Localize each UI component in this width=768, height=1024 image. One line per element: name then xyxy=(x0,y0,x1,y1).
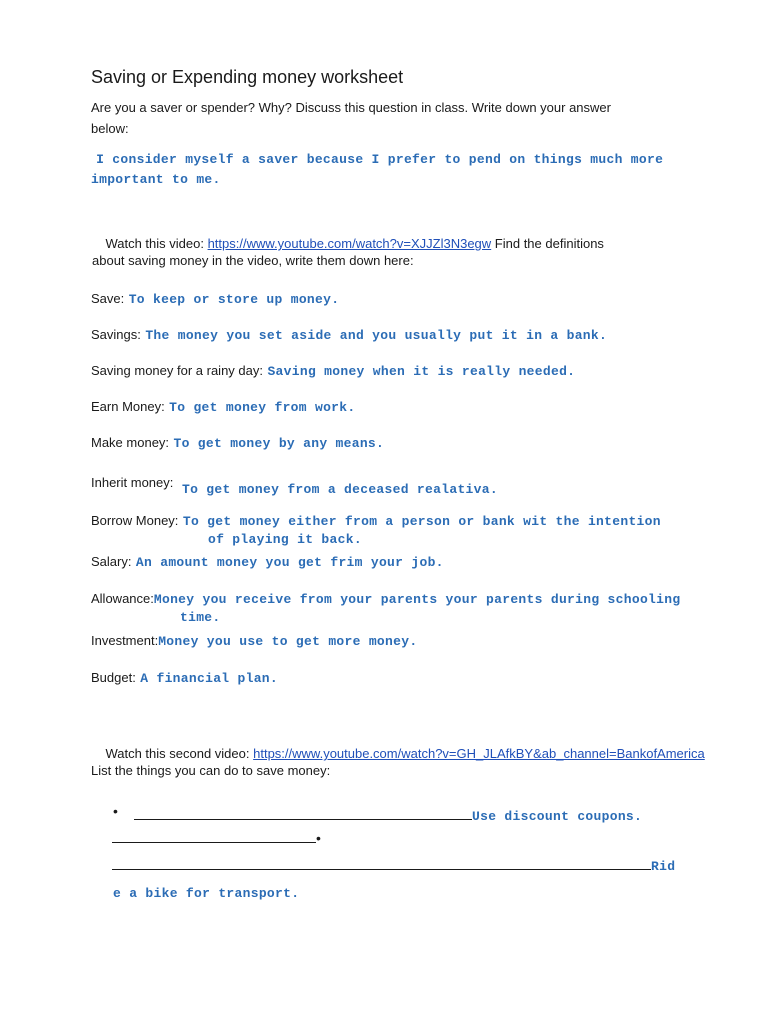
definition-investment xyxy=(91,632,417,650)
list-item-2-lead xyxy=(112,830,321,848)
definition-answer: A financial plan. xyxy=(140,671,279,686)
definition-make-money xyxy=(91,434,384,452)
bullet-icon: • xyxy=(113,803,118,819)
video1-link[interactable]: https://www.youtube.com/watch?v=XJJZl3N3egw xyxy=(207,236,492,251)
definition-answer: To keep or store up money. xyxy=(128,292,340,307)
video1-suffix: Find the definitions xyxy=(491,236,604,251)
definition-answer: To get money either from a person or bank wit the intention xyxy=(182,514,661,529)
bullet-icon: • xyxy=(316,830,321,846)
definition-term: Saving money for a rainy day: xyxy=(91,363,263,378)
definition-earn-money xyxy=(91,398,356,416)
definition-term: Borrow Money: xyxy=(91,513,179,528)
list-item-1 xyxy=(134,807,642,825)
list-item-text: Rid xyxy=(651,859,676,874)
definition-term: Inherit money: xyxy=(91,475,174,490)
definition-inherit-money xyxy=(91,474,173,492)
question-line-1: Are you a saver or spender? Why? Discuss this question in class. Write down your answer xyxy=(91,100,611,115)
definition-savings xyxy=(91,326,607,344)
definition-answer-continued: of playing it back. xyxy=(208,532,362,547)
definition-rainy-day xyxy=(91,362,575,380)
definition-answer-continued: time. xyxy=(180,610,221,625)
video2-prefix: Watch this second video: xyxy=(105,746,254,761)
definition-allowance xyxy=(91,590,680,608)
list-prompt: List the things you can do to save money: xyxy=(91,763,331,778)
list-item-2 xyxy=(112,857,675,875)
definition-budget xyxy=(91,669,278,687)
definition-borrow-money xyxy=(91,512,661,530)
video1-instructions: about saving money in the video, write them down here: xyxy=(92,253,414,268)
list-item-text-continued: e a bike for transport. xyxy=(113,886,300,901)
definition-answer: An amount money you get frim your job. xyxy=(135,555,444,570)
definition-answer: The money you set aside and you usually put it in a bank. xyxy=(145,328,608,343)
definition-answer: Money you use to get more money. xyxy=(158,634,418,649)
definition-answer: To get money by any means. xyxy=(173,436,385,451)
definition-term: Investment: xyxy=(91,633,159,648)
question-line-2: below: xyxy=(91,121,129,136)
definition-term: Savings: xyxy=(91,327,141,342)
answer-blank-line xyxy=(112,857,651,870)
definition-term: Make money: xyxy=(91,435,170,450)
definition-term: Salary: xyxy=(91,554,132,569)
definition-term: Earn Money: xyxy=(91,399,165,414)
video2-link[interactable]: https://www.youtube.com/watch?v=GH_JLAfkBY&ab_channel=BankofAmerica xyxy=(253,746,705,761)
definition-answer: To get money from work. xyxy=(169,400,356,415)
definition-answer: To get money from a deceased realativa. xyxy=(182,482,498,497)
definition-save xyxy=(91,290,339,308)
definition-salary xyxy=(91,553,444,571)
page-title: Saving or Expending money worksheet xyxy=(91,67,404,87)
answer-blank-line xyxy=(134,807,472,820)
definition-answer: Saving money when it is really needed. xyxy=(267,364,576,379)
list-item-text: Use discount coupons. xyxy=(472,809,643,824)
question-answer-line-2: important to me. xyxy=(91,172,221,187)
definition-answer: Money you receive from your parents your parents during schooling xyxy=(153,592,681,607)
video1-prefix: Watch this video: xyxy=(105,236,208,251)
answer-blank-line xyxy=(112,830,316,843)
definition-term: Allowance: xyxy=(91,591,154,606)
definition-term: Save: xyxy=(91,291,125,306)
question-answer-line-1: I consider myself a saver because I prefer to pend on things much more xyxy=(88,152,664,167)
definition-term: Budget: xyxy=(91,670,136,685)
